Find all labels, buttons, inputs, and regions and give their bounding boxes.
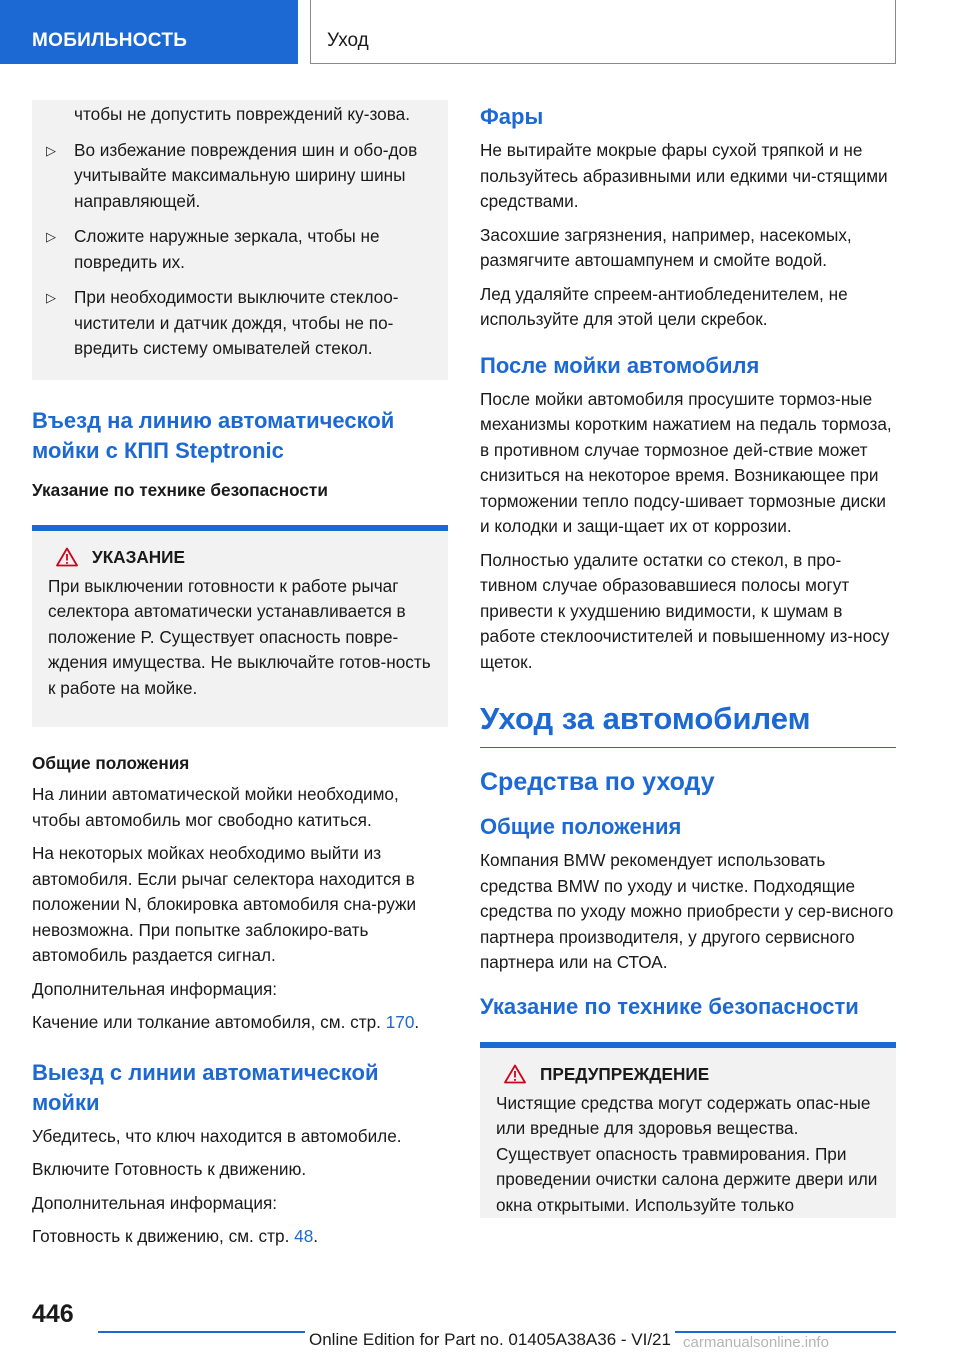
paragraph: Полностью удалите остатки со стекол, в про-тивном случае образовавшиеся полосы могут привести к ухудшению видимости, к шумам в работе стеклоочистителей и повышенному из-носу щеток. [480, 549, 890, 672]
footer-edition: Online Edition for Part no. 01405A38A36 - VI/21 [305, 1330, 675, 1350]
heading-general-right: Общие положения [480, 814, 682, 839]
paragraph: Компания BMW рекомендует использовать средства BMW по уходу и чистке. Подходящие средства по уходу можно приобрести у сер-висного партнера производителя, у другого сервисного партнера или на СТОА. [480, 850, 894, 972]
box-continuation-text: чтобы не допустить повреждений ку-зова. [74, 104, 410, 124]
page-link-170[interactable]: 170 [385, 1012, 415, 1032]
warning-title: ПРЕДУПРЕЖДЕНИЕ [540, 1063, 710, 1084]
heading-safety-notice-right: Указание по технике безопасности [480, 993, 859, 1019]
notice-text: При выключении готовности к работе рычаг селектора автоматически устанавливается в положение P. Существует опасность повре-ждения имущества. Не выключайте готов-ность к работе на мойке. [48, 575, 431, 698]
instructions-box [32, 100, 448, 380]
triangle-right-outline-icon: ▷ [46, 290, 56, 305]
list-item: ▷ Сложите наружные зеркала, чтобы не повредить их. [46, 226, 380, 272]
paragraph: Готовность к движению, см. стр. 48. [32, 1226, 319, 1246]
right-column [480, 100, 896, 1218]
triangle-right-outline-icon: ▷ [46, 142, 56, 158]
page-link-48[interactable]: 48 [294, 1226, 314, 1246]
notice-box [32, 525, 448, 728]
paragraph: На линии автоматической мойки необходимо, чтобы автомобиль мог свободно катиться. [32, 784, 399, 830]
paragraph: Убедитесь, что ключ находится в автомобиле. [32, 1125, 402, 1146]
heading-safety-notice: Указание по технике безопасности [32, 479, 328, 500]
watermark: carmanualsonline.info [683, 1334, 829, 1351]
paragraph: После мойки автомобиля просушите тормоз-ные механизмы коротким нажатием на педаль тормоза, в противном случае тормозное дей-ствие может снизиться на некоторое время. Возникающее при торможении тепло подсу-шивает тормозные диски и колодки и защи-щает их от коррозии. [480, 388, 892, 536]
triangle-right-outline-icon: ▷ [46, 229, 56, 244]
warning-text: Чистящие средства могут содержать опас-ные или вредные для здоровья вещества. Существует опасность травмирования. При проведении очистки салона держите двери или окна открытыми. Используйте только [496, 1092, 878, 1215]
chapter-title: Уход [310, 0, 896, 64]
paragraph: Не вытирайте мокрые фары сухой тряпкой и не пользуйтесь абразивными или едкими чи-стящими средствами. [480, 140, 888, 211]
notice-title: УКАЗАНИЕ [92, 546, 186, 567]
warning-triangle-icon [504, 1064, 526, 1084]
heading-car-wash-entry: Въезд на линию автоматической мойки с КПП Steptronic [32, 407, 395, 463]
warning-box [480, 1042, 896, 1218]
paragraph: На некоторых мойках необходимо выйти из автомобиля. Если рычаг селектора находится в положении N, блокировка автомобиля сна-ружи невозможна. При попытке заблокиро-вать автомобиль раздается сигнал. [32, 843, 417, 965]
section-tab: МОБИЛЬНОСТЬ [0, 0, 298, 64]
page-number: 446 [32, 1300, 74, 1328]
paragraph: Включите Готовность к движению. [32, 1159, 307, 1179]
paragraph: Дополнительная информация: [32, 978, 278, 999]
paragraph: Качение или толкание автомобиля, см. стр. 170. [32, 1012, 420, 1032]
heading-general: Общие положения [32, 753, 190, 773]
left-column [32, 100, 448, 1258]
paragraph: Дополнительная информация: [32, 1192, 278, 1213]
heading-after-wash: После мойки автомобиля [480, 352, 760, 378]
warning-triangle-icon [56, 547, 78, 567]
paragraph: Засохшие загрязнения, например, насекомых, размягчите автошампунем и смойте водой. [480, 224, 852, 270]
heading-headlights: Фары [480, 104, 544, 129]
heading-vehicle-care: Уход за автомобилем [480, 699, 896, 748]
heading-car-wash-exit: Выезд с линии автоматической мойки [32, 1059, 379, 1115]
list-item: ▷ Во избежание повреждения шин и обо-дов учитывайте максимальную ширину шины направляющей. [46, 139, 418, 211]
heading-care-products: Средства по уходу [480, 768, 715, 796]
list-item: ▷ При необходимости выключите стеклоо-чистители и датчик дождя, чтобы не по-вредить систему омывателей стекол. [46, 287, 399, 358]
paragraph: Лед удаляйте спреем-антиобледенителем, не используйте для этой цели скребок. [480, 283, 848, 329]
